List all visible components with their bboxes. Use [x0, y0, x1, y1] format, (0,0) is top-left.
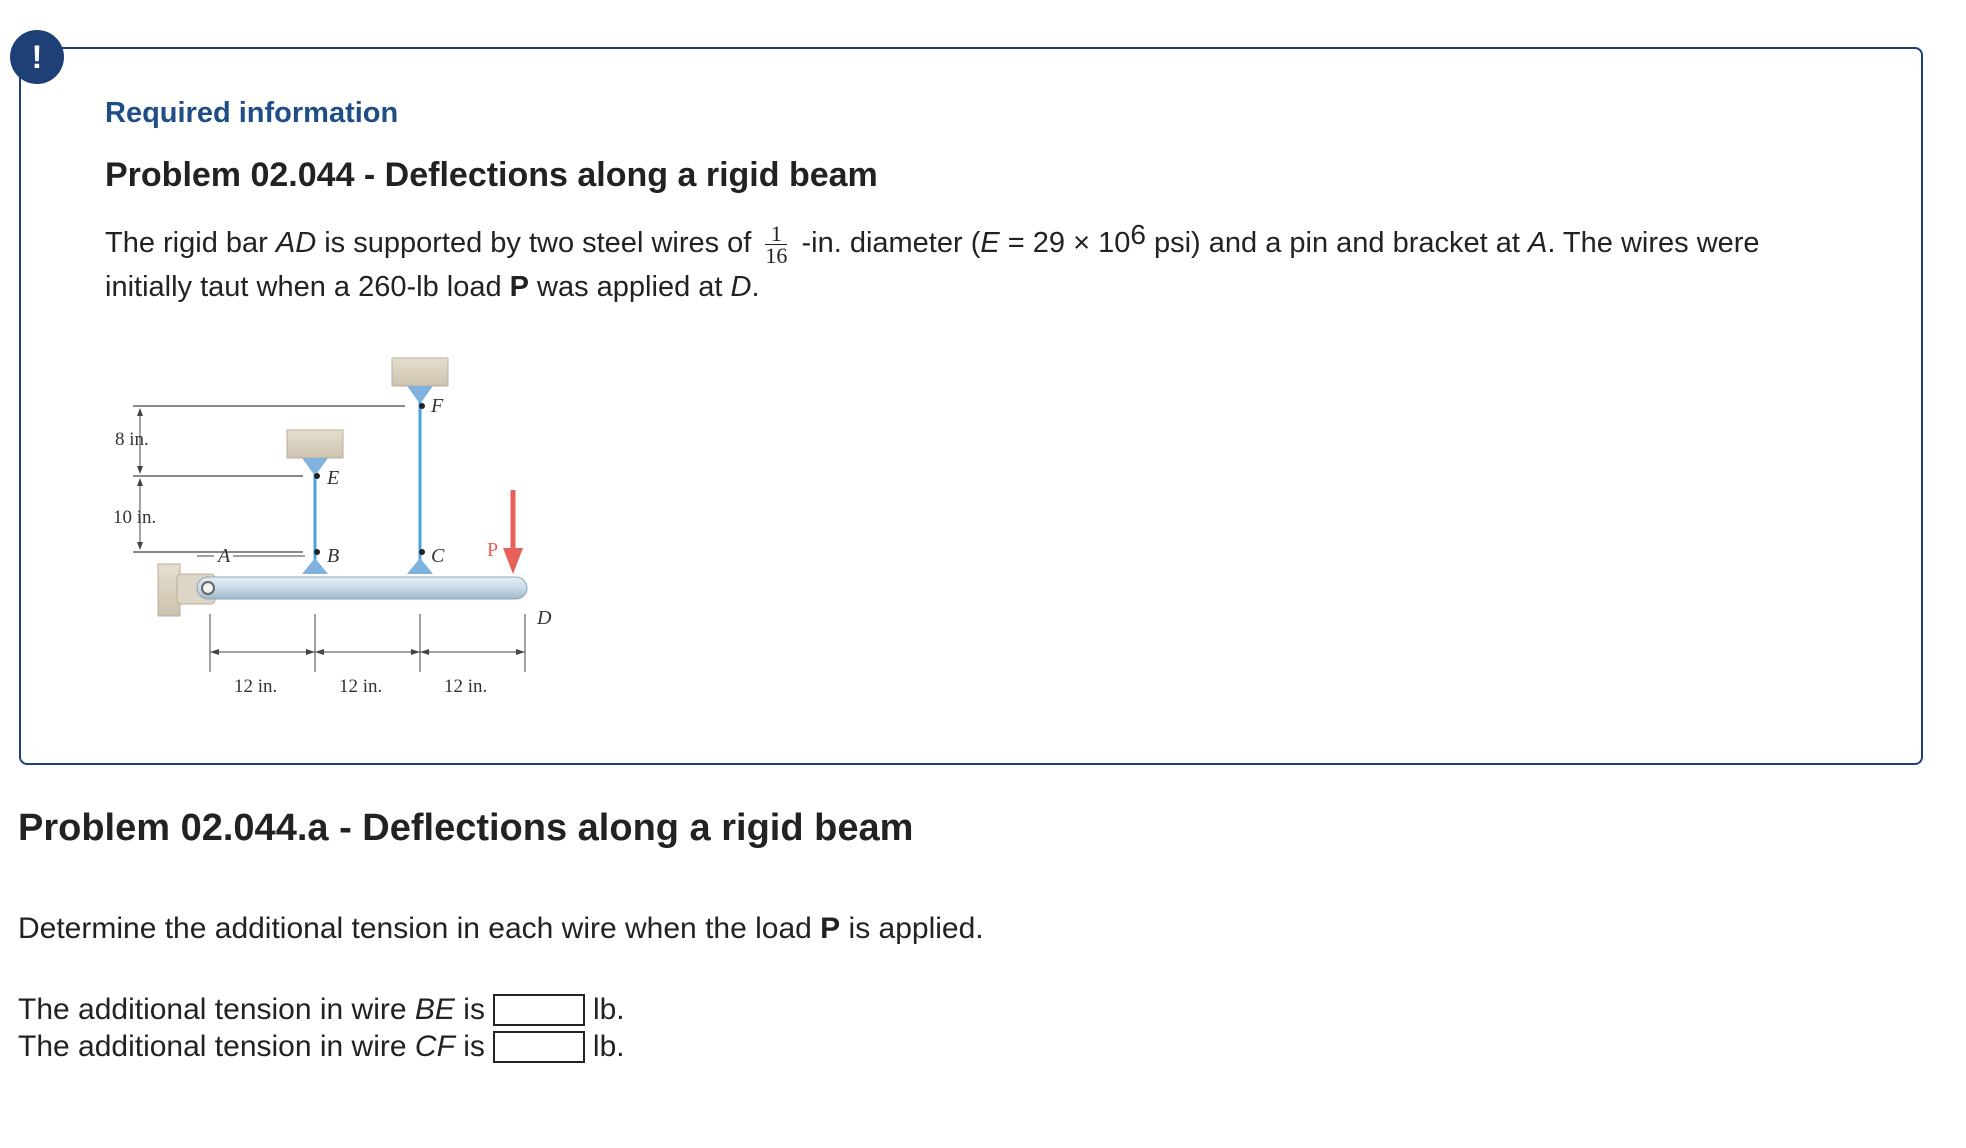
dim-label-8: 8 in.: [115, 429, 149, 450]
statement-text: is supported by two steel wires of: [316, 227, 760, 259]
statement-text: = 29 × 10: [999, 227, 1131, 259]
support-e: [287, 430, 343, 458]
diameter-fraction: [765, 220, 788, 268]
label-d: D: [537, 607, 552, 629]
statement-bar-name: AD: [275, 227, 317, 259]
modulus-exponent: 6: [1130, 219, 1146, 250]
clevis-f: [407, 386, 433, 404]
statement-text: was applied at: [528, 270, 731, 303]
answer-unit: lb.: [592, 993, 625, 1026]
span-label-3: 12 in.: [444, 676, 488, 697]
point-c: [419, 549, 425, 555]
tension-be-input[interactable]: [493, 994, 585, 1026]
statement-text: The rigid bar: [105, 227, 276, 259]
fraction-numerator: 1: [765, 223, 787, 245]
required-information-heading: Required information: [105, 97, 399, 129]
modulus-symbol: E: [980, 227, 1000, 259]
label-f: F: [431, 395, 444, 417]
point-b: [314, 549, 320, 555]
answer-wire-name: CF: [414, 1030, 455, 1063]
answer-row-be: [18, 992, 625, 1028]
alert-icon: !: [10, 30, 64, 84]
label-e: E: [327, 467, 340, 489]
answer-is: is: [454, 993, 485, 1026]
statement-text: psi) and a pin and bracket at: [1145, 227, 1528, 259]
label-a: A: [218, 545, 231, 567]
clevis-c: [407, 558, 433, 574]
statement-text: .: [751, 270, 760, 303]
beam-diagram: [105, 352, 565, 712]
span-label-1: 12 in.: [234, 676, 278, 697]
question-text: is applied.: [840, 912, 984, 945]
answer-prefix: The additional tension in wire: [18, 993, 415, 1026]
statement-point-a: A: [1528, 227, 1548, 259]
pin-a: [202, 582, 214, 594]
answer-is: is: [454, 1030, 485, 1063]
clevis-b: [302, 558, 328, 574]
part-a-title: Problem 02.044.a - Deflections along a rigid beam: [18, 807, 914, 849]
question-load-symbol: P: [820, 912, 841, 945]
rigid-bar-ad: [197, 577, 527, 599]
statement-text: . The wires were initially taut when a 260-lb load: [105, 227, 1760, 303]
clevis-e: [302, 458, 328, 476]
answer-wire-name: BE: [414, 993, 455, 1026]
label-c: C: [431, 545, 445, 567]
answer-unit: lb.: [592, 1030, 625, 1063]
problem-statement: [105, 219, 1845, 308]
support-f: [392, 358, 448, 386]
answer-row-cf: [18, 1029, 625, 1065]
statement-point-d: D: [730, 270, 752, 303]
dim-label-10: 10 in.: [113, 507, 157, 528]
point-e: [314, 473, 320, 479]
answer-prefix: The additional tension in wire: [18, 1030, 415, 1063]
problem-title: Problem 02.044 - Deflections along a rigid beam: [105, 156, 878, 194]
part-a-question: [18, 912, 984, 946]
span-label-2: 12 in.: [339, 676, 383, 697]
statement-text: -in. diameter (: [793, 227, 981, 259]
point-f: [419, 403, 425, 409]
statement-load-symbol: P: [509, 270, 529, 303]
question-text: Determine the additional tension in each wire when the load: [18, 912, 821, 945]
label-p: P: [487, 539, 499, 561]
load-arrow-head: [503, 548, 523, 574]
tension-cf-input[interactable]: [493, 1031, 585, 1063]
fraction-denominator: 16: [765, 242, 788, 268]
label-b: B: [327, 545, 340, 567]
